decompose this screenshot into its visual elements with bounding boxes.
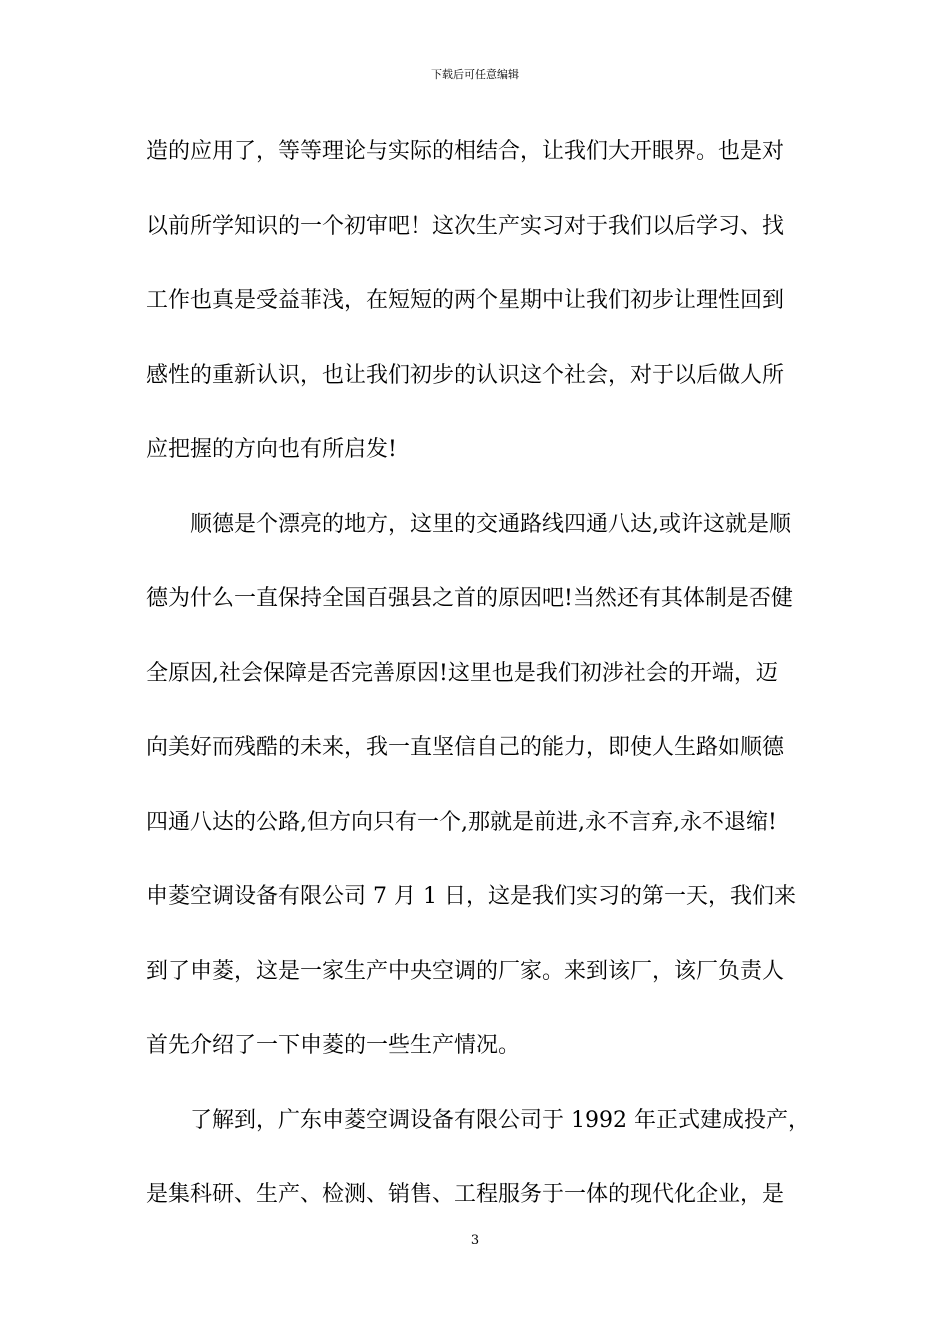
- text-line: 以前所学知识的一个初审吧！这次生产实习对于我们以后学习、找: [146, 213, 785, 239]
- text-line: 是集科研、生产、检测、销售、工程服务于一体的现代化企业，是: [146, 1182, 785, 1207]
- text-line: 到了申菱，这是一家生产中央空调的厂家。来到该厂，该厂负责人: [146, 958, 785, 984]
- text-line: 申菱空调设备有限公司 7 月 1 日，这是我们实习的第一天，我们来: [146, 884, 796, 909]
- paragraph-first-line: 了解到，广东申菱空调设备有限公司于 1992 年正式建成投产，: [190, 1107, 810, 1133]
- text-line: 德为什么一直保持全国百强县之首的原因吧!当然还有其体制是否健: [146, 586, 793, 611]
- text-line: 全原因,社会保障是否完善原因!这里也是我们初涉社会的开端，迈: [146, 660, 778, 686]
- text-line: 首先介绍了一下申菱的一些生产情况。: [146, 1033, 521, 1058]
- text-line: 工作也真是受益菲浅，在短短的两个星期中让我们初步让理性回到: [146, 288, 785, 313]
- text-line: 四通八达的公路,但方向只有一个,那就是前进,永不言弃,永不退缩!: [146, 809, 777, 835]
- text-line: 应把握的方向也有所启发!: [146, 437, 397, 462]
- text-line: 造的应用了，等等理论与实际的相结合，让我们大开眼界。也是对: [146, 139, 785, 164]
- paragraph-first-line: 顺德是个漂亮的地方，这里的交通路线四通八达,或许这就是顺: [190, 511, 791, 537]
- text-line: 向美好而残酷的未来，我一直坚信自己的能力，即使人生路如顺德: [146, 735, 785, 760]
- page-header: 下载后可任意编辑: [431, 68, 519, 81]
- document-body: [146, 130, 816, 1248]
- text-line: 感性的重新认识，也让我们初步的认识这个社会，对于以后做人所: [146, 362, 785, 388]
- page-number: 3: [470, 1233, 480, 1248]
